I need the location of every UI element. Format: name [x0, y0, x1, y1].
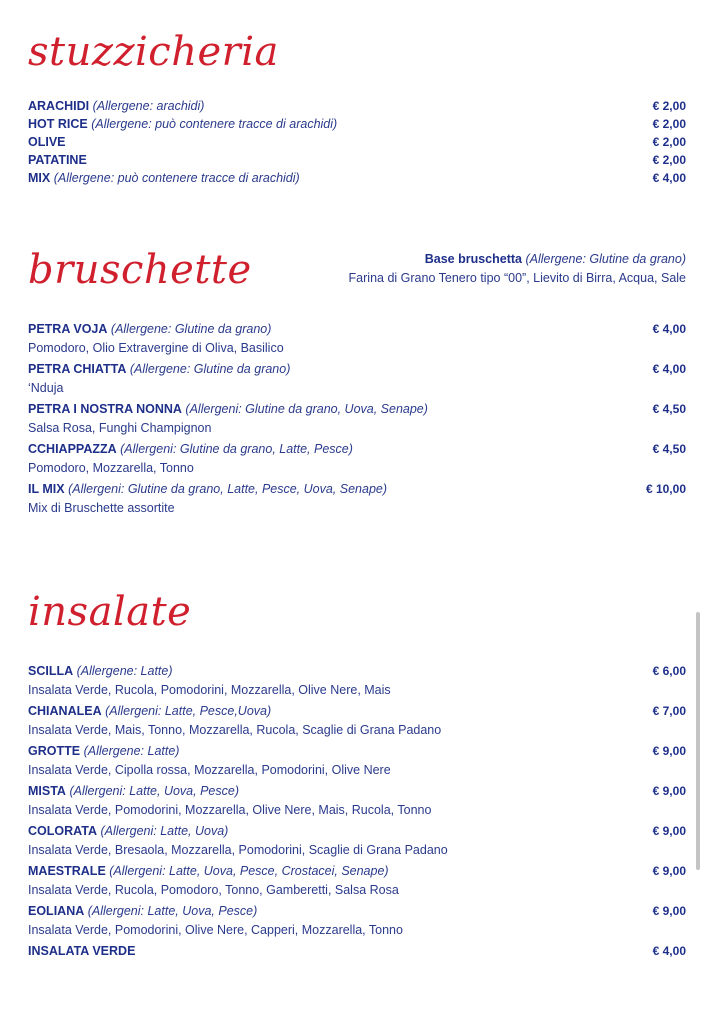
item-price: € 2,00 [652, 117, 686, 131]
section-title-stuzzicheria: stuzzicheria [28, 29, 279, 75]
item-allergen: (Allergeni: Latte, Pesce,Uova) [105, 704, 272, 718]
item-name: COLORATA [28, 824, 97, 838]
menu-item [28, 782, 686, 800]
item-allergen: (Allergene: Latte) [83, 744, 180, 758]
scrollbar-thumb[interactable] [696, 612, 700, 870]
item-name: CHIANALEA [28, 704, 102, 718]
item-allergen: (Allergeni: Latte, Uova, Pesce) [87, 904, 258, 918]
item-price: € 4,00 [652, 171, 686, 185]
menu-item [28, 480, 686, 498]
item-name: OLIVE [28, 135, 66, 149]
item-description: Insalata Verde, Pomodorini, Mozzarella, Olive Nere, Mais, Rucola, Tonno [28, 803, 432, 817]
item-price: € 9,00 [652, 784, 686, 798]
item-price: € 10,00 [645, 482, 686, 496]
base-ingredients: Farina di Grano Tenero tipo “00”, Lievito di Birra, Acqua, Sale [348, 271, 686, 285]
item-description: Insalata Verde, Cipolla rossa, Mozzarella, Pomodorini, Olive Nere [28, 763, 391, 777]
section-title-bruschette: bruschette [28, 247, 252, 293]
item-price: € 4,00 [652, 322, 686, 336]
insalate-list [28, 662, 686, 960]
item-description: Insalata Verde, Pomodorini, Olive Nere, Capperi, Mozzarella, Tonno [28, 923, 403, 937]
item-description: Insalata Verde, Mais, Tonno, Mozzarella, Rucola, Scaglie di Grana Padano [28, 723, 442, 737]
item-price: € 4,00 [652, 944, 686, 958]
item-name: MAESTRALE [28, 864, 106, 878]
item-price: € 4,00 [652, 362, 686, 376]
item-name: PETRA I NOSTRA NONNA [28, 402, 182, 416]
item-description: Pomodoro, Mozzarella, Tonno [28, 461, 194, 475]
item-price: € 4,50 [652, 442, 686, 456]
section-title-insalate: insalate [28, 589, 192, 635]
item-name: MIX [28, 171, 51, 185]
item-description: Salsa Rosa, Funghi Champignon [28, 421, 212, 435]
menu-item [28, 742, 686, 760]
item-name: CCHIAPPAZZA [28, 442, 117, 456]
item-price: € 7,00 [652, 704, 686, 718]
base-label: Base bruschetta [424, 252, 522, 266]
item-description: Pomodoro, Olio Extravergine di Oliva, Basilico [28, 341, 284, 355]
item-price: € 9,00 [652, 744, 686, 758]
item-price: € 9,00 [652, 864, 686, 878]
bruschette-list [28, 320, 686, 520]
menu-item [28, 862, 686, 880]
item-name: SCILLA [28, 664, 74, 678]
item-description: Insalata Verde, Rucola, Pomodoro, Tonno, Gamberetti, Salsa Rosa [28, 883, 399, 897]
item-price: € 2,00 [652, 135, 686, 149]
item-name: PATATINE [28, 153, 87, 167]
item-name: PETRA CHIATTA [28, 362, 127, 376]
item-price: € 2,00 [652, 153, 686, 167]
item-allergen: (Allergene: Glutine da grano) [110, 322, 272, 336]
item-description: Insalata Verde, Rucola, Pomodorini, Mozzarella, Olive Nere, Mais [28, 683, 391, 697]
item-allergen: (Allergeni: Latte, Uova, Pesce) [69, 784, 239, 798]
item-name: PETRA VOJA [28, 322, 108, 336]
menu-item [28, 320, 686, 338]
item-price: € 9,00 [652, 904, 686, 918]
item-name: HOT RICE [28, 117, 88, 131]
item-allergen: (Allergene: arachidi) [92, 99, 205, 113]
item-allergen: (Allergene: può contenere tracce di arachidi) [53, 171, 300, 185]
menu-item [28, 97, 686, 115]
item-allergen: (Allergeni: Glutine da grano, Uova, Senape) [185, 402, 428, 416]
item-description: Insalata Verde, Bresaola, Mozzarella, Pomodorini, Scaglie di Grana Padano [28, 843, 448, 857]
item-description: Mix di Bruschette assortite [28, 501, 175, 515]
item-allergen: (Allergene: Latte) [76, 664, 173, 678]
menu-item [28, 360, 686, 378]
menu-item [28, 822, 686, 840]
menu-item [28, 902, 686, 920]
menu-item [28, 151, 686, 169]
item-name: MISTA [28, 784, 66, 798]
item-name: GROTTE [28, 744, 81, 758]
menu-item [28, 662, 686, 680]
item-price: € 6,00 [652, 664, 686, 678]
item-price: € 2,00 [652, 99, 686, 113]
item-name: ARACHIDI [28, 99, 90, 113]
item-description: ‘Nduja [28, 381, 64, 395]
item-name: IL MIX [28, 482, 65, 496]
item-allergen: (Allergeni: Glutine da grano, Latte, Pesce) [120, 442, 353, 456]
item-allergen: (Allergeni: Latte, Uova, Pesce, Crostacei, Senape) [109, 864, 389, 878]
menu-item [28, 133, 686, 151]
stuzzicheria-list [28, 97, 686, 187]
item-name: INSALATA VERDE [28, 944, 136, 958]
item-allergen: (Allergene: Glutine da grano) [129, 362, 291, 376]
item-price: € 9,00 [652, 824, 686, 838]
menu-item [28, 400, 686, 418]
base-allergen: (Allergene: Glutine da grano) [525, 252, 686, 266]
base-bruschetta-info [349, 250, 686, 288]
item-name: EOLIANA [28, 904, 85, 918]
menu-item [28, 942, 686, 960]
item-allergen: (Allergene: può contenere tracce di arachidi) [91, 117, 338, 131]
menu-item [28, 440, 686, 458]
item-allergen: (Allergeni: Latte, Uova) [100, 824, 229, 838]
menu-item [28, 702, 686, 720]
menu-item [28, 115, 686, 133]
item-price: € 4,50 [652, 402, 686, 416]
menu-item [28, 169, 686, 187]
item-allergen: (Allergeni: Glutine da grano, Latte, Pesce, Uova, Senape) [68, 482, 388, 496]
